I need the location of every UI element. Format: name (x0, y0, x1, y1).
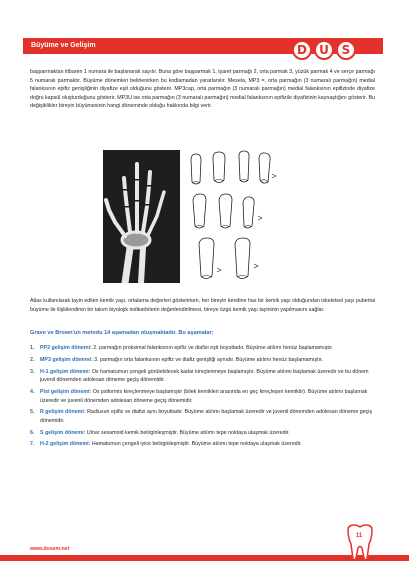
stage-name: Pisi gelişim dönemi: (40, 388, 92, 395)
list-item (30, 388, 375, 405)
logo-letter-d: D (292, 40, 312, 60)
stage-name: H-1 gelişim dönemi: (40, 368, 91, 375)
list-item (30, 356, 375, 365)
list-item (30, 368, 375, 385)
stage-name: MP3 gelişim dönemi: (40, 356, 93, 363)
stage-list (30, 344, 375, 452)
stage-text: Os hamatumun çengeli görülebilecek kadar kireçlenmeye başlamıştır. Büyüme atılımı başlamak üzeredir ve bu dönem juvenil dönemden adolesan döneme geçiş dönemidir. (40, 368, 369, 384)
logo-letter-s: S (336, 40, 356, 60)
intro-paragraph: başparmaktan itibaren 1 numara ile başlanarak sayılır. Buna göre başparmak 1, işaret parmağı 2, orta parmak 3, yüzük parmak 4 ve serçe parmağı 5 numaralı parmaktır. Büyüme dönemleri belirlenirken bu kodlamadan yararlanılır. Mesela, MP3 =, orta parmağın (3 numaralı parmağın) medial falanksının epifiz genişliğinin diyafize eşit olduğunu gösterir. MP3cap, orta parmağın (3 numaralı parmağın) medial falanksının epifizinde diyafize doğru kapsül oluşturduğunu gösterir. MP3U ise orta parmağın (3 numaralı parmağın) medial falanksının epifizile diyafizinin kaynaştığını gösterir. Bu değişiklikler bireyin büyümesinin hangi döneminde olduğu hakkında bilgi verir. (30, 69, 375, 110)
stage-number: 2. (30, 356, 35, 363)
list-item (30, 440, 375, 449)
atlas-paragraph: Atlas kullanılarak tayin edilen kemik yaşı, ortalama değerleri gösterirken, her bireyin kendine has bir kemik yaşı olduğundan iskeletsel yaşı pubertal büyüme ile ilişkilendiren bir takım biyolojik indikatörlerin değerlendirilmesi, bireye özgü kemik yaşı tayininin yapılmasını sağlar. (30, 298, 375, 313)
hand-xray-image (103, 150, 180, 283)
stage-name: PP2 gelişim dönemi: (40, 345, 92, 351)
dus-logo (292, 40, 356, 60)
stage-name: R gelişim dönemi: (40, 409, 86, 416)
footer-url-link[interactable]: www.dusem.net (30, 546, 70, 552)
method-heading: Grave ve Brown'un metodu 14 aşamadan oluşmaktadır. Bu aşamalar; (30, 330, 214, 336)
stage-text: Radiusun epifiz ve diafizi aynı boyuttadır. Büyüme atılımı başlamak üzeredir ve juvenil dönemden adolesan döneme geçiş dönemidir. (40, 409, 373, 424)
stage-text: 2. parmağın proksimal falanksının epifiz ve diafizi eşit boyuttadır. Büyüme atılımı henüz başlamamıştır. (91, 345, 334, 351)
stage-number: 5. (30, 409, 35, 416)
tooth-icon (344, 524, 376, 562)
list-item (30, 344, 375, 353)
stage-number: 1. (30, 345, 35, 351)
stage-number: 4. (30, 388, 35, 395)
stage-number: 3. (30, 368, 35, 375)
stage-name: S gelişim dönemi: (40, 429, 86, 436)
bone-stage-drawings (183, 150, 283, 286)
stage-text: Ulnar sesamoid kemik belirginleşmiştir. Büyüme atılımı tepe noktaya ulaşmak üzeredir. (85, 429, 290, 436)
stage-number: 7. (30, 441, 35, 448)
section-title: Büyüme ve Gelişim (31, 42, 96, 49)
stage-number: 6. (30, 429, 35, 436)
page-number: 11 (355, 533, 363, 539)
stage-name: H-2 gelişim dönemi: (40, 441, 91, 448)
stage-text: Os psiformis kireçlenmeye başlamıştır (bilek kemikleri arasında en geç kireçleşen kemiktir). Büyüme atılımı başlamak üzeredir ve juvenil dönemden adolesan döneme geçiş dönemidir. (40, 388, 368, 404)
logo-letter-u: U (314, 40, 334, 60)
stage-text: 3. parmağın orta falanksının epifiz ve diafiz genişliği aynıdır. Büyüme atılımı henüz başlamamıştır. (92, 356, 323, 363)
list-item (30, 429, 375, 438)
list-item (30, 408, 375, 425)
stage-text: Hamatumun çengeli iyice belirginleşmiştir. Büyüme atılımı tepe noktaya ulaşmak üzeredir. (90, 441, 302, 448)
